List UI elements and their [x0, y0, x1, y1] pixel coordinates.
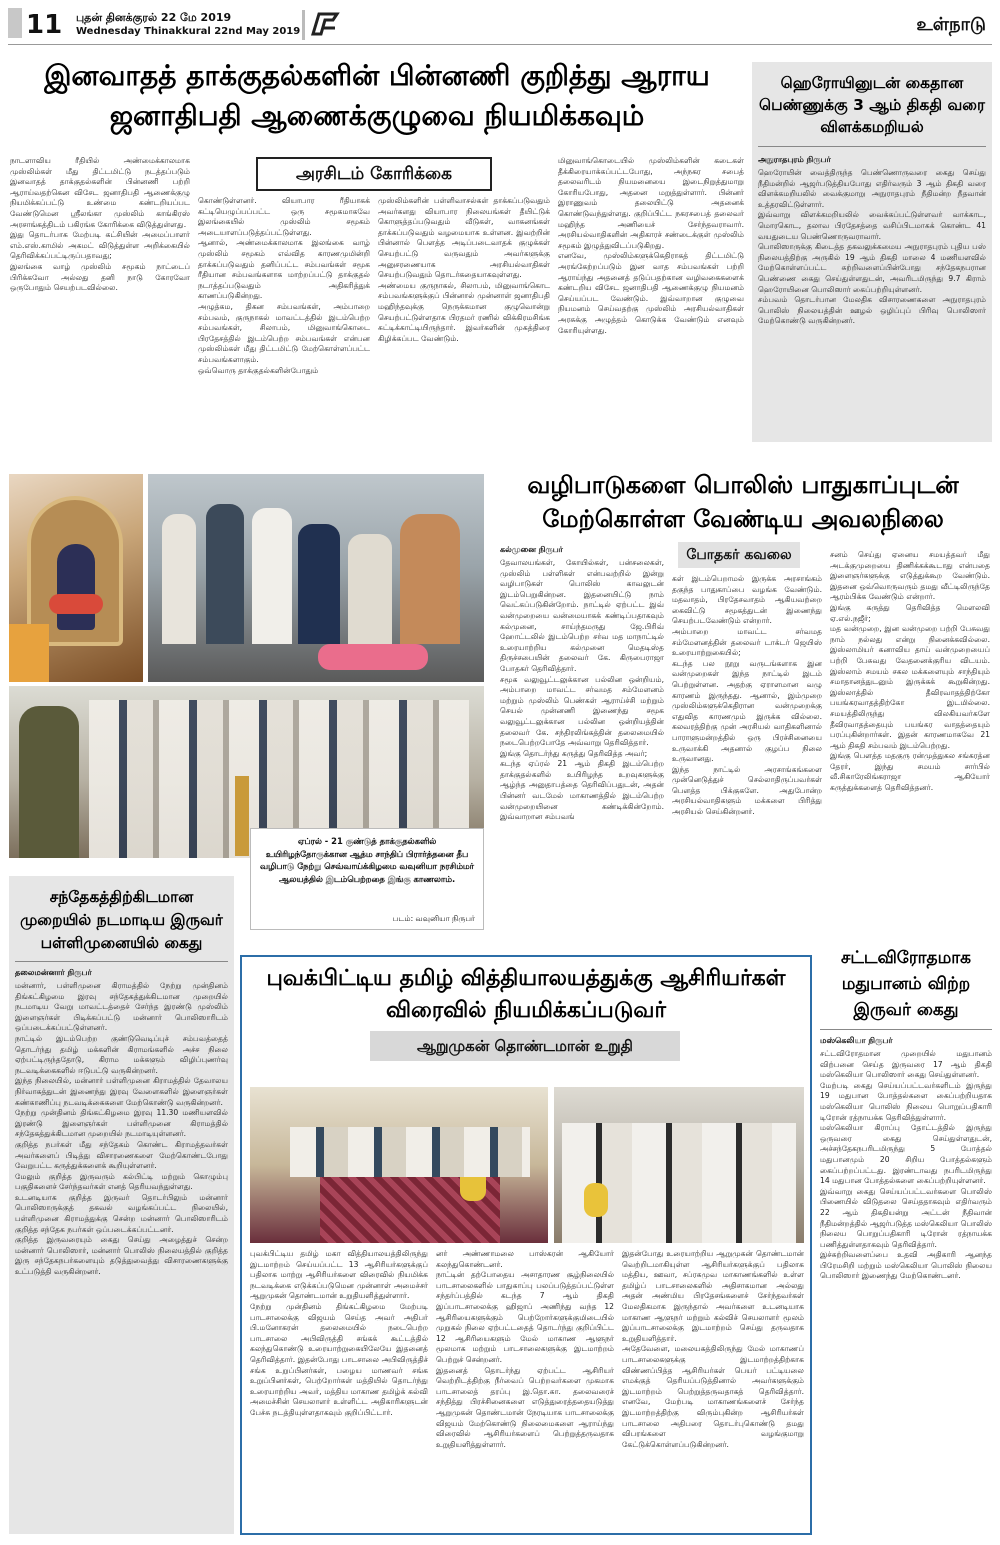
liquor-story — [820, 945, 992, 1535]
lead-subheadline-text: அரசிடம் கோரிக்கை — [295, 164, 452, 184]
suspicious-headline: சந்தேகத்திற்கிடமான முறையில் நடமாடிய இருவர் பள்ளிமுனையில் கைது — [20, 888, 223, 952]
worship-subheadline — [678, 542, 800, 568]
thinakkural-logo-icon — [309, 10, 341, 38]
suspicious-body: மன்னார், பள்ளிமுனை கிராமத்தில் நேற்று முன்தினம் திங்கட்கிழமை இரவு சந்தேகத்துக்கிடமான முறையில் நடமாடிய வேறு மாவட்டத்தைச் சேர்ந்த இரண்டு முஸ்லிம் இளைஞர்கள் பிடிக்கப்பட்டு மன்னார் பொலிஸாரிடம் ஒப்படைக்கப்பட்டுள்ளனர். நாட்டில் இடம்பெற்ற குண்டுவெடிப்புச் சம்பவத்தைத் தொடர்ந்து தமிழ் மக்களின் கிராமங்களில் அச்ச நிலை ஏற்பட்டிருந்ததோடு, கிராம மக்களும் விழிப்புணர்வு நடவடிக்கைகளில் ஈடுபட்டு வருகின்றனர். இந்த நிலையில், மன்னார் பள்ளிமுனை கிராமத்தில் தேவாலய நிர்வாகத்துடன் இணைந்து இரவு வேளைகளில் இளைஞர்கள் கண்காணிப்பு நடவடிக்கைகளை மேற்கொண்டு வருகின்றனர். நேற்று முன்தினம் திங்கட்கிழமை இரவு 11.30 மணியளவில் இரண்டு இளைஞர்கள் பள்ளிமுனை கிராமத்தில் சந்தேகத்துக்கிடமான முறையில் நடமாடியுள்ளனர். குறித்த நபர்கள் மீது சந்தேகம் கொண்ட கிராமத்தவர்கள் அவர்களைப் பிடித்து விசாரணைகளை மேற்கொண்டபோது வேறுபட்ட கருத்துக்களைக் கூறியுள்ளனர். மேலும் குறித்த இருவரும் கல்பிட்டி மற்றும் கொழும்பு பகுதிகளைச் சேர்ந்தவர்கள் எனத் தெரியவந்துள்ளது. உடனடியாக குறித்த இருவர் தொடர்பிலும் மன்னார் பொலிஸாருக்குத் தகவல் வழங்கப்பட்ட நிலையில், பள்ளிமுனை கிராமத்துக்கு சென்ற மன்னார் பொலிஸாரிடம் குறித்த சந்தேக நபர்கள் ஒப்படைக்கப்பட்டனர். குறித்த இருவரையும் கைது செய்து அழைத்துச் சென்ற மன்னார் பொலிஸார், மன்னார் பொலிஸ் நிலையத்தில் குறித்த இரு சந்தேகநபர்களையும் தடுத்துவைத்து விசாரணைகளுக்கு உட்படுத்தி வருகின்றனர். — [15, 981, 228, 1277]
worship-col-1: தேவாலயங்கள், கோயில்கள், பன்சலைகள், முஸ்லிம் பள்ளிகள் என்பவற்றில் இன்று வழிபாடுகள் பொலிஸ் காவலுடன் இடம்பெறுகின்றன. இதனையிட்டு நாம் வெட்கப்படுகின்றோம். நாட்டில் ஏற்பட்ட இவ் வன்முறையை வன்மையாகக் கண்டிப்பதாகவும் கல்முனை, சாய்ந்தமருது ஜே.பிரிவ் ஹோட்டலில் இடம்பெற்ற சர்வ மத மாநாட்டில் உரையாற்றிய கல்முனை மெதடிஸ்த திருச்சபையின் தலைவர் கே. கிருபைராஜா போதகர் தெரிவித்தார். சமூக வலுவூட்டலுக்கான பல்லின ஒன்றியம், அம்பாறை மாவட்ட சர்வமத சம்மேளனம் மற்றும் முஸ்லிம் பெண்கள் ஆராய்ச்சி மற்றும் செயல் முன்னணி இணைந்து சமூக வலுவூட்டலுக்கான பல்லின ஒன்றியத்தின் தலைவர் கே. சந்திரலிங்கத்தின் தலைமையில் நடைபெற்றபோதே அவ்வாறு தெரிவித்தார். இங்கு தொடர்ந்து கருத்து தெரிவித்த அவர்; கடந்த ஏப்ரல் 21 ஆம் திகதி இடம்பெற்ற தாக்குதல்களில் உயிரிழந்த உறவுகளுக்கு ஆழ்ந்த அனுதாபத்தை தெரிவிப்பதுடன், அதன் பின்னர் வடமேல் மாகாணத்தில் இடம்பெற்ற வன்முறையினை கண்டிக்கின்றோம். இவ்வாறான சம்பவங் — [500, 558, 664, 822]
seated-people — [290, 1127, 530, 1177]
photo-temple-deity — [9, 474, 143, 682]
worship-headline: வழிபாடுகளை பொலிஸ் பாதுகாப்புடன் மேற்கொள்ள வேண்டிய அவலநிலை — [527, 471, 959, 533]
liquor-headline: சட்டவிரோதமாக மதுபானம் விற்ற இருவர் கைது — [840, 948, 972, 1020]
worship-col-3: சனம் செய்து ஏனைய சமயத்தவர் மீது அடக்குமுறையை திணிக்கக்கூடாது என்பதை இளைஞர்களுக்கு எடுத்துக்கூற வேண்டும். இதனை ஒவ்வொருவரும் தமது வீட்டிலிருந்தே ஆரம்பிக்க வேண்டும் என்றார். இங்கு கருத்து தெரிவித்த மௌலவி ஏ.எல்.நஜீர்; மத வன்முறை, இன வன்முறை பற்றி பேசுவது நாம் நல்லது என்று நினைக்கவில்லை. இஸ்லாமியர் கனாவிய தாய் வன்முறையைப் பற்றி பேசுவது வேதனைக்குரிய விடயம். இஸ்லாம் சமயம் சகல மக்களையும் சாந்தியும் சமாதானத்துடனும் இருக்கக் கூறுகின்றது. இஸ்லாத்தில் தீவிரவாதத்திற்கோ பயங்கரவாதத்திற்கோ இடமில்லை. சமயத்திலிருந்து விலகியவர்களே தீவிரவாதத்தையும் பயங்கர வாதத்தையும் பரப்புகின்றார்கள். இதன் காரணமாகவே 21 ஆம் திகதி சம்பவம் இடம்பெற்றது. இங்கு பௌத்த மதகுரு ரன்முத்துகல சங்கரத்ன தேரர், இந்து சமயம் சார்பில் வீ.சிகாரேலிங்கராஜா ஆகியோர் கருத்துக்களைத் தெரிவித்தனர். — [830, 550, 990, 793]
lead-col-2: கொண்டுள்ளனர். வியாபார ரீதியாகக் கட்டியெழுப்பப்பட்ட ஒரு சமூகமாகவே இலங்கையில் முஸ்லிம் சமூகம் அடையாளப்படுத்தப்பட்டுள்ளது. ஆனால், அண்மைக்காலமாக இலங்கை வாழ் முஸ்லிம் சமூகம் எவ்வித காரணமுமின்றி தாக்கப்படுவதும் தனிப்பட்ட சம்பவங்கள் சமூக ரீதியான சம்பவங்களாக மாற்றப்பட்டு தாக்குதல் நடாத்தப்படுவதும் அதிகரித்துக் காணப்படுகின்றது. அழுத்கம, திகன சம்பவங்கள், அம்பாறை சம்பவம், குருநாகல் மாவட்டத்தில் இடம்பெற்ற சம்பவங்கள், சிலாபம், மினுவாங்கொடை பிரதேசத்தில் இடம்பெற்ற சம்பவங்கள் என்பன முஸ்லிம்கள் மீது திட்டமிட்டு மேற்கொள்ளப்பட்ட சம்பவங்களாகும். ஒவ்வொரு தாக்குதல்களின்போதும் — [198, 196, 370, 375]
worship-col-2: கள் இடம்பெறாமல் இருக்க அரசாங்கம் தகுந்த பாதுகாப்பை வழங்க வேண்டும். மதவாதம், பிரதேசவாதம் ஆகியவற்றை கைவிட்டு சமூகத்துடன் இணைந்து செயற்படவேண்டும் என்றார். அம்பாறை மாவட்ட சர்வமத சம்மேளனத்தின் தலைவர் டாக்டர் ஜெயிஸ் உரையாற்றுகையில்; கடந்த பல நூறு வருடங்களாக இன வன்முறைகள் இந்த நாட்டில் இடம் பெற்றுள்ளன. அதற்கு ஏராளமான வழு காரணம் இருந்தது. ஆனால், இம்முறை முஸ்லிம்களுக்கெதிரான வன்முறைக்கு எதுவித காரணமும் இருக்க வில்லை. கலவரத்திற்கு முன் அரசியல் வாதிகளினால் பாராளுமன்றத்தில் ஒரு பிரச்சினையை உருவாக்கி அதனால் குழப்ப நிலை உருவானது. இந்த நாட்டில் அரசாங்கங்களை முன்னெடுத்துச் செல்லாதிருப்பவர்கள் பௌத்த பிக்குகளே. அதுபோன்ற அரசியல்வாதிகளும் மக்களை பிரித்து அரசியல் செய்கின்றனர். — [672, 574, 822, 817]
suspicious-story — [9, 876, 234, 1534]
flower-vase-2 — [584, 1183, 608, 1217]
worship-byline: கல்முனை நிருபர் — [500, 545, 563, 554]
school-headline: புவக்பிட்டிய தமிழ் வித்தியாலயத்துக்கு ஆசிரியர்கள் விரைவில் நியமிக்கப்படுவர் — [266, 966, 786, 1023]
priest — [400, 514, 460, 644]
photo-caption-box — [250, 828, 484, 930]
heroin-byline: அநுராதபுரம் நிருபர் — [758, 155, 831, 164]
heroin-headline: ஹெரோயினுடன் கைதான பெண்ணுக்கு 3 ஆம் திகதி வரை விளக்கமறியல் — [759, 74, 985, 136]
lead-headline: இனவாதத் தாக்குதல்களின் பின்னணி குறித்து ஆராய ஜனாதிபதி ஆணைக்குழுவை நியமிக்கவும் — [44, 59, 710, 132]
school-col-1: புவக்பிட்டிய தமிழ் மகா வித்தியாலயத்திலிருந்து இடமாற்றம் செய்யப்பட்ட 13 ஆசிரியர்களுக்குப் பதிலாக மாற்று ஆசிரியர்களை விரைவில் நியமிக்க நடவடிக்கை எடுக்கப்படுமென முன்னாள் அமைச்சர் ஆறுமுகன் தொண்டமான் உறுதியளித்துள்ளார். நேற்று முன்தினம் திங்கட்கிழமை மேற்படி பாடசாலைக்கு விஜயம் செய்த அவர் அதிபர் பி.மனோகரன் தலைமையில் நடைபெற்ற பாடசாலை அபிவிருத்தி சங்கக் கூட்டத்தில் கலந்துகொண்டு உரையாற்றுகையிலேயே இதனைத் தெரிவித்தார். இதன்போது பாடசாலை அபிவிருத்திச் சங்க உறுப்பினர்கள், பழைய மாணவர் சங்க உறுப்பினர்கள், பெற்றோர்கள் மத்தியில் தொடர்ந்து உரையாற்றிய அவர், மத்திய மாகாண தமிழ்க் கல்வி அமைச்சின் செயலாளர் உள்ளிட்ட அதிகாரிகளுடன் பேச்சு நடத்தியுள்ளதாகவும் குறிப்பிட்டார். — [250, 1249, 428, 1417]
deity-garland — [49, 594, 103, 614]
photo-officials-seated — [554, 1087, 804, 1243]
person-5 — [348, 534, 392, 644]
lead-col-4: மினுவாங்கொடையில் முஸ்லிம்களின் கடைகள் தீக்கிரையாக்கப்பட்டபோது, அந்நகர சபைத் தலைவரிடம் நியமனையை இடைநிறுத்துமாறு கோரியபோது, அதனை மறுத்துள்ளார். பின்னர் இராணுவம் தலையிட்டு அதனைக் கொண்டுவந்துள்ளது. குறிப்பிட்ட நகரசபைத் தலைவர் மஹிந்த அணியைச் சேர்ந்தவராவார். அரசியல்வாதிகளின் அதிகாரச் சண்டைக்குள் முஸ்லிம் சமூகம் இழுத்துவிடப்படுகிறது. எனவே, முஸ்லிம்களுக்கெதிராகத் திட்டமிட்டு அரங்கேற்றப்படும் இன வாத சம்பவங்கள் பற்றி ஆராய்ந்து அதனைத் தடுப்பதற்கான வழிவகைகளைக் கண்டறிய விசேட ஜனாதிபதி ஆணைக்குழு நியமனம் செய்யப்பட வேண்டும். இவ்வாறான குழுவை நியமனம் செய்வதற்கு முஸ்லிம் அரசியல்வாதிகள் அரசுக்கு அழுத்தம் கொடுக்க வேண்டும் எனவும் கோரியுள்ளது. — [558, 156, 744, 335]
lead-story — [10, 56, 744, 456]
school-subheadline-text: ஆறுமுகன் தொண்டமான் உறுதி — [417, 1037, 633, 1055]
deity-figure — [57, 544, 95, 630]
heroin-rule — [758, 146, 986, 147]
person-4 — [298, 524, 340, 644]
suspicious-rule — [15, 961, 228, 962]
brass-lamp — [235, 776, 249, 856]
page-number: 11 — [26, 10, 63, 40]
lead-col-3: முஸ்லிம்களின் பள்ளிவாசல்கள் தாக்கப்படுவதும் அவர்களது வியாபார நிலையங்கள் தீயிட்டுக் கொளுத்தப்படுவதும் வீடுகள், வாகனங்கள் தாக்கப்படுவதும் வழமையாக உள்ளன. இவற்றின் பின்னால் பௌத்த அடிப்படைவாதக் குழுக்கள் செயற்பட்டு வருவதும் அவர்களுக்கு அனுசரணையாக அரசியல்வாதிகள் செயற்படுவதும் தொடர்கதையாகவுள்ளது. அண்மைய குருநாகல், சிலாபம், மினுவாங்கொட சம்பவங்களுக்குப் பின்னால் முன்னாள் ஜனாதிபதி மஹிந்தவுக்கு நெருக்கமான குழுவொன்று செயற்பட்டுள்ளதாக பிரதமர் ரணில் விக்கிரமசிங்க சுட்டிக்காட்டியிருந்தார். இவர்களின் முகத்திரை கிழிக்கப்பட வேண்டும். — [378, 196, 550, 343]
masthead-rule — [8, 44, 992, 45]
photo-devotees-lighting-lamps — [148, 474, 484, 682]
liquor-byline: மஸ்கெலியா நிருபர் — [820, 1036, 893, 1045]
oil-lamp — [9, 624, 49, 682]
photo-credit: படம்: வவுனியா நிருபர் — [392, 914, 475, 923]
worship-story — [492, 468, 994, 938]
date-tamil: புதன் தினக்குரல் 22 மே 2019 — [76, 11, 232, 24]
masthead — [0, 0, 1000, 46]
school-subheadline — [370, 1031, 680, 1061]
masthead-divider — [302, 10, 305, 40]
heroin-story — [752, 62, 992, 442]
person-3 — [252, 508, 292, 644]
police-officer — [19, 706, 79, 858]
photo-caption-text: ஏப்ரல் - 21 குண்டுத் தாக்குதல்களில் உயிரிழந்தோருக்கான ஆத்ம சாந்திப் பிரார்த்தனை தீப வழிபாடு நேற்று செவ்வாய்க்கிழமை வவுனியா நரசிம்மர் ஆலயத்தில் இடம்பெற்றதை இங்கு காணலாம். — [259, 836, 475, 884]
masthead-bar — [8, 8, 22, 38]
flower-tray — [318, 644, 428, 670]
worship-subheadline-text: போதகர் கவலை — [686, 547, 792, 563]
lead-subheadline — [256, 157, 492, 191]
school-story — [240, 955, 812, 1535]
heroin-body: ஹெரோயின் வைத்திருந்த பெண்ணொருவரை கைது செய்து நீதிமன்றில் ஆஜர்படுத்தியபோது எதிர்வரும் 3 ஆம் திகதி வரை விளக்கமறியலில் வைக்குமாறு அநுராதபுரம் நீதிமன்ற நீதவான் உத்தரவிட்டுள்ளார். இவ்வாறு விளக்கமறியலில் வைக்கப்பட்டுள்ளவர் வாக்காட, மொரகொட, தலாவ பிரதேசத்தை வசிப்பிடமாகக் கொண்ட 41 வயதுடைய பெண்ணொருவராவார். பொலிஸாருக்கு கிடைத்த தகவலுக்கமைய அநுராதபுரம் புதிய பஸ் நிலையத்திற்கு அருகில் 19 ஆம் திகதி மாலை 4 மணியளவில் மேற்கொள்ளப்பட்ட சுற்றிவளைப்பின்போது சந்தேகநபரான பெண்ணை கைது செய்துள்ளதுடன், அவரிடமிருந்து 9.7 கிராம் ஹெரோயினை பொலிஸார் கைப்பற்றியுள்ளனர். சம்பவம் தொடர்பான மேலதிக விசாரணைகளை அநுராதபுரம் பொலிஸ் நிலையத்தின் ஊழல் ஒழிப்புப் பிரிவு பொலிஸார் மேற்கொண்டு வருகின்றனர். — [758, 168, 986, 326]
date-english: Wednesday Thinakkural 22nd May 2019 — [76, 26, 301, 37]
photo-meeting-table — [250, 1087, 548, 1243]
person-2 — [206, 504, 244, 644]
school-col-2: னர் அண்ணாமலை பாஸ்கரன் ஆகியோர் கலந்துகொண்டனர். நாட்டின் தற்போதைய அசாதாரண சூழ்நிலையில் பாடசாலைகளில் பாதுகாப்பு பலப்படுத்தப்பட்டுள்ள சந்தர்ப்பத்தில் கடந்த 7 ஆம் திகதி இப்பாடசாலைக்கு ஹிஜாப் அணிந்து வந்த 12 ஆசிரியைகளுக்கும் பெற்றோர்களுக்குமிடையில் முறுகல் நிலை ஏற்பட்டதைத் தொடர்ந்து குறிப்பிட்ட 12 ஆசிரியைகளும் மேல் மாகாண ஆளுநர் மூலமாக மற்றும் பாடசாலைகளுக்கு இடமாற்றம் பெற்றுச் சென்றனர். இதனைத் தொடர்ந்து ஏற்பட்ட ஆசிரியர் வெற்றிடத்திற்கு நீர்வைப் பெற்றவர்களை முகமாக பாடசாலைத் தரப்பு இ.தொ.கா. தலைவரைச் சந்தித்து பிரச்சினைகளை எடுத்துரைத்ததையடுத்து ஆறுமுகன் தொண்டமான் நேரடியாக பாடசாலைக்கு விஜயம் மேற்கொண்டு நிலைமைகளை ஆராய்ந்து விரைவில் ஆசிரியர்களைப் பெற்றுத்தருவதாக உறுதியளித்துள்ளார். — [436, 1249, 614, 1449]
lead-col-1: நாடளாவிய ரீதியில் அண்மைக்காலமாக முஸ்லிம்கள் மீது திட்டமிட்டு நடத்தப்படும் இனவாதத் தாக்குதல்களின் பின்னணி பற்றி ஆராய்வதற்கென விசேட ஜனாதிபதி ஆணைக்குழு நியமிக்கப்பட்டு உண்மை கண்டறியப்பட வேண்டுமென ஸ்ரீலங்கா முஸ்லிம் காங்கிரஸ் அரசாங்கத்திடம் பகிரங்க கோரிக்கை விடுத்துள்ளது. இது தொடர்பாக மேற்படி கட்சியின் அமைப்பாளர் எம்.எஸ்.காமில் அகமட் விடுத்துள்ள அறிக்கையில் தெரிவிக்கப்பட்டிருப்பதாவது; இலங்கை வாழ் முஸ்லிம் சமூகம் நாட்டைப் பிரிக்கவோ அல்லது தனி நாடு கோரவோ ஒருபோதும் செயற்படவில்லை. — [10, 156, 190, 293]
person-1 — [162, 514, 196, 644]
liquor-body: சட்டவிரோதமான முறையில் மதுபானம் விற்பனை செய்த இருவரை 17 ஆம் திகதி மஸ்கெலியா பொலிஸார் கைது செய்துள்ளனர். மேற்படி கைது செய்யப்பட்டவர்களிடம் இருந்து 19 மதுபான போத்தல்களை கைப்பற்றியதாக மஸ்கெலியா பொலிஸ் நிலைய பொறுப்பதிகாரி டிரோன் ரத்நாயக்க தெரிவித்துள்ளார். மஸ்கெலியா கிராப்பு தோட்டத்தில் இருந்து ஒருவரை கைது செய்துள்ளதுடன், அச்சந்தேகநபரிடமிருந்து 5 போத்தல் மதுபானமும் 20 சிறிய போத்தல்களும் கைப்பற்றப்பட்டது. இரண்டாவது நபரிடமிருந்து 14 மதுபான போத்தல்களை கைப்பற்றியுள்ளனர். இவ்வாறு கைது செய்யப்பட்டவர்களை பொலிஸ் பிணையில் விடுதலை செய்ததாகவும் எதிர்வரும் 22 ஆம் திகதியன்று அட்டன் நீதிவான் நீதிமன்றத்தில் ஆஜர்படுத்த மஸ்கெலியா பொலிஸ் நிலைய பொறுப்பதிகாரி டிரோன் ரத்நாயக்க பணித்துள்ளதாகவும் தெரிவித்தார். இச்சுற்றிவளைப்பை உதவி அதிகாரி ஆனந்த பிரேமசிறி மற்றும் மஸ்கெலியா பொலிஸ் நிலைய பொலிஸார் இணைந்து மேற்கொண்டனர். — [820, 1049, 992, 1281]
section-label: உள்நாடு — [916, 14, 986, 35]
school-col-3: இதன்போது உரையாற்றிய ஆறுமுகன் தொண்டமான் வெற்றிடமாகியுள்ள ஆசிரியர்களுக்குப் பதிலாக மத்திய, ஊவா, சப்ரகமுவ மாகாணங்களில் உள்ள தமிழ்ப் பாடசாலைகளில் அதிசாகமான அல்லது அதன் அண்மிய பிரதேசங்களைச் சேர்ந்தவர்கள் மேலதிகமாக இருந்தால் அவர்களை உடனடியாக மாகாண ஆளுநர் மற்றும் கல்விச் செயலாளர் மூலம் இப்பாடசாலைக்கு இடமாற்றம் செய்து தருவதாக உறுதியளித்தார். அதேவேளை, மலையகத்திலிருந்து மேல் மாகாணப் பாடசாலைகளுக்கு இடமாற்றத்திற்காக விண்ணப்பித்த ஆசிரியர்கள் பெயர் பட்டியலை எமக்குத் தெரியப்படுத்தினால் அவர்களுக்கும் இடமாற்றம் பெற்றுத்தருவதாகத் தெரிவித்தார். எனவே, மேற்படி மாகாணங்களைச் சேர்ந்த இடமாற்றத்திற்கு விரும்புகின்ற ஆசிரியர்கள் பாடசாலை அதிபரை தொடர்புகொண்டு தமது விபரங்களை வழங்குமாறு கேட்டுக்கொள்ளப்படுகின்றனர். — [622, 1249, 804, 1449]
liquor-rule — [820, 1029, 992, 1030]
suspicious-byline: தலைமன்னார் நிருபர் — [15, 968, 92, 977]
